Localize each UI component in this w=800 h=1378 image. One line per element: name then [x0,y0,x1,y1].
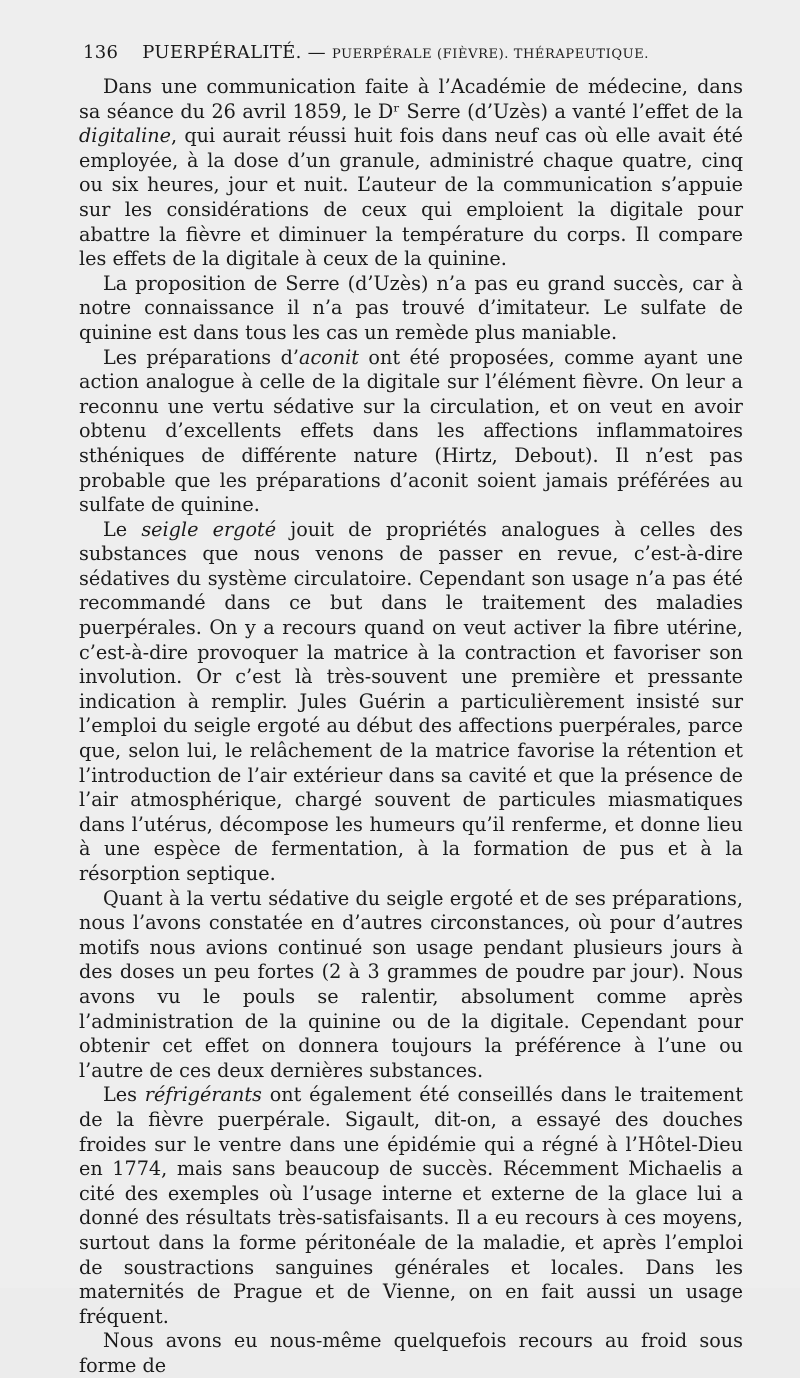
body-text [79,75,743,1378]
text-run: Les [103,1083,145,1107]
text-run: Nous avons eu nous-même quelquefois recours au froid sous forme de [79,1329,743,1377]
text-run: ont également été conseillés dans le traitement de la fièvre puerpérale. Sigault, dit-on, a essayé des douches froides sur le ventre dans une épidémie qui a régné à l’Hôtel-Dieu en 1774, mais sans beaucoup de succès. Récemment Michaelis a cité des exemples où l’usage interne et externe de la glace lui a donné des résultats très-satisfaisants. Il a eu recours à ces moyens, surtout dans la forme péritonéale de la maladie, et après l’emploi de soustractions sanguines générales et locales. Dans les maternités de Prague et de Vienne, on en fait aussi un usage fréquent. [79,1083,743,1328]
running-subtitle: PUERPÉRALE (FIÈVRE). THÉRAPEUTIQUE. [331,47,650,62]
paragraph [79,75,743,272]
text-run: La proposition de Serre (d’Uzès) n’a pas eu grand succès, car à notre connaissance il n’a pas trouvé d’imitateur. Le sulfate de quinine est dans tous les cas un remède plus maniable. [79,271,743,344]
running-title: PUERPÉRALITÉ. [142,42,302,63]
paragraph [79,272,743,346]
italic-term: aconit [299,345,359,369]
paragraph [79,346,743,518]
italic-term: digitaline [79,124,171,148]
page-number: 136 [83,42,119,63]
paragraph [79,518,743,887]
italic-term: réfrigérants [144,1083,262,1107]
running-header [83,42,743,63]
text-run: ont été proposées, comme ayant une action analogue à celle de la digitale sur l’élément fièvre. On leur a reconnu une vertu sédative sur la circulation, et on veut en avoir obtenu d’excellents effets dans les affections inflammatoires sthéniques de différente nature (Hirtz, Debout). Il n’est pas probable que les préparations d’aconit soient jamais préférées au sulfate de quinine. [79,345,743,517]
paragraph [79,1329,743,1378]
italic-term: seigle ergoté [141,517,277,541]
text-run: , qui aurait réussi huit fois dans neuf cas où elle avait été employée, à la dose d’un granule, administré chaque quatre, cinq ou six heures, jour et nuit. L’auteur de la communication s’appuie sur les considérations de ceux qui emploient la digitale pour abattre la fièvre et diminuer la température du corps. Il compare les effets de la digitale à ceux de la quinine. [79,124,743,271]
text-run: Le [103,517,142,541]
header-dash: — [307,42,326,63]
text-run: Les préparations d’ [103,345,299,369]
paragraph [79,1083,743,1329]
paragraph [79,887,743,1084]
text-run: Quant à la vertu sédative du seigle ergoté et de ses préparations, nous l’avons constatée en d’autres circonstances, où pour d’autres motifs nous avions continué son usage pendant plusieurs jours à des doses un peu fortes (2 à 3 grammes de poudre par jour). Nous avons vu le pouls se ralentir, absolument comme après l’administration de la quinine ou de la digitale. Cependant pour obtenir cet effet on donnera toujours la préférence à l’une ou l’autre de ces deux dernières substances. [79,886,743,1082]
text-run: Dans une communication faite à l’Académie de médecine, dans sa séance du 26 avril 1859, le Dʳ Serre (d’Uzès) a vanté l’effet de la [79,75,743,123]
text-run: jouit de propriétés analogues à celles des substances que nous venons de passer en revue, c’est-à-dire sédatives du système circulatoire. Cependant son usage n’a pas été recommandé dans ce but dans le traitement des maladies puerpérales. On y a recours quand on veut activer la fibre utérine, c’est-à-dire provoquer la matrice à la contraction et favoriser son involution. Or c’est là très-souvent une première et pressante indication à remplir. Jules Guérin a particulièrement insisté sur l’emploi du seigle ergoté au début des affections puerpérales, parce que, selon lui, le relâchement de la matrice favorise la rétention et l’introduction de l’air extérieur dans sa cavité et que la présence de l’air atmosphérique, chargé souvent de particules miasmatiques dans l’utérus, décompose les humeurs qu’il renferme, et donne lieu à une espèce de fermentation, à la formation de pus et à la résorption septique. [79,517,743,885]
